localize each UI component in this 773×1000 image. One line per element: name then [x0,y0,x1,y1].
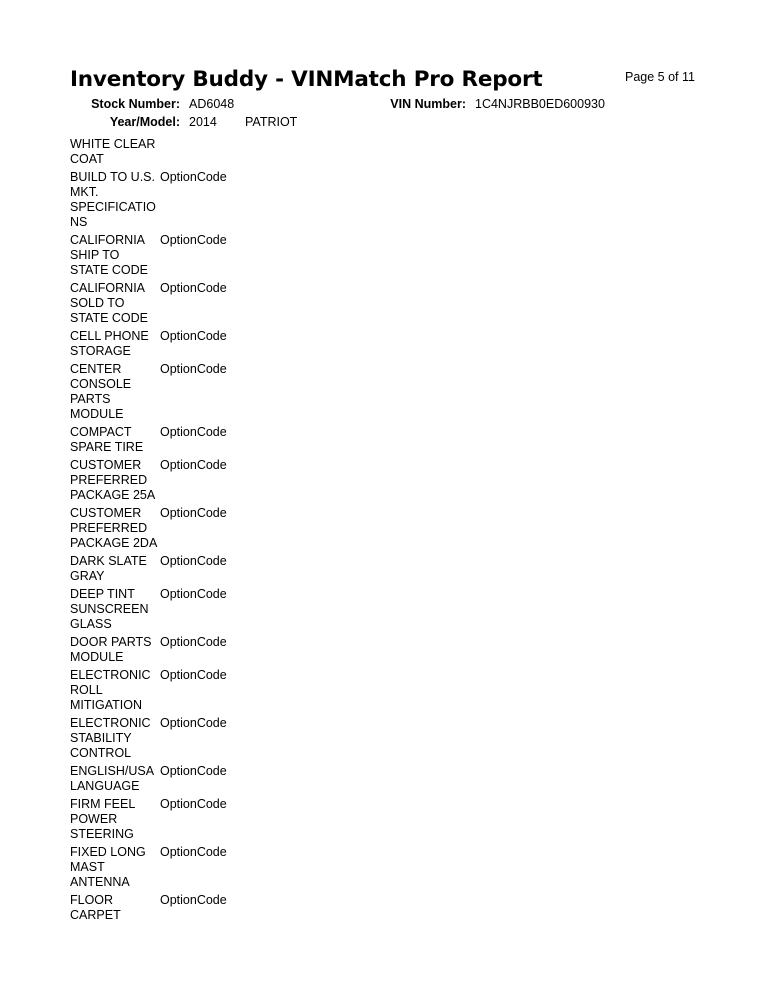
option-row [70,554,370,584]
option-row [70,329,370,359]
option-row [70,587,370,632]
option-name: DEEP TINT SUNSCREEN GLASS [70,587,149,631]
vin-number-label: VIN Number: [390,97,466,111]
option-name: CELL PHONE STORAGE [70,329,149,358]
option-type: OptionCode [160,635,227,649]
page-number: Page 5 of 11 [625,70,695,84]
option-name: DOOR PARTS MODULE [70,635,152,664]
option-name: CENTER CONSOLE PARTS MODULE [70,362,132,421]
options-list [70,137,370,926]
option-type: OptionCode [160,362,227,376]
option-type: OptionCode [160,764,227,778]
option-name: COMPACT SPARE TIRE [70,425,144,454]
option-row [70,137,370,167]
option-row [70,893,370,923]
option-name: DARK SLATE GRAY [70,554,147,583]
option-type: OptionCode [160,716,227,730]
option-row [70,668,370,713]
option-type: OptionCode [160,506,227,520]
option-row [70,506,370,551]
option-name: ENGLISH/USA LANGUAGE [70,764,155,793]
year-value: 2014 [189,115,217,129]
year-model-label: Year/Model: [109,115,180,129]
option-name: ELECTRONIC ROLL MITIGATION [70,668,151,712]
option-name: FLOOR CARPET [70,893,121,922]
option-name: FIRM FEEL POWER STEERING [70,797,136,841]
option-name: CUSTOMER PREFERRED PACKAGE 25A [70,458,156,502]
option-row [70,716,370,761]
vin-number-value: 1C4NJRBB0ED600930 [475,97,605,111]
option-row [70,845,370,890]
option-type: OptionCode [160,845,227,859]
model-value: PATRIOT [245,115,298,129]
option-name: BUILD TO U.S. MKT. SPECIFICATIO NS [70,170,156,229]
option-row [70,281,370,326]
option-row [70,170,370,230]
option-type: OptionCode [160,797,227,811]
option-name: WHITE CLEAR COAT [70,137,156,166]
option-type: OptionCode [160,587,227,601]
option-row [70,635,370,665]
option-name: ELECTRONIC STABILITY CONTROL [70,716,151,760]
option-row [70,362,370,422]
stock-number-value: AD6048 [189,97,235,111]
option-type: OptionCode [160,281,227,295]
option-type: OptionCode [160,668,227,682]
option-name: CUSTOMER PREFERRED PACKAGE 2DA [70,506,158,550]
option-type: OptionCode [160,233,227,247]
option-row [70,425,370,455]
option-type: OptionCode [160,893,227,907]
option-row [70,458,370,503]
report-title: Inventory Buddy - VINMatch Pro Report [70,67,543,92]
stock-number-label: Stock Number: [91,97,180,111]
option-name: CALIFORNIA SOLD TO STATE CODE [70,281,149,325]
option-row [70,797,370,842]
option-type: OptionCode [160,425,227,439]
option-type: OptionCode [160,170,227,184]
option-row [70,764,370,794]
option-name: FIXED LONG MAST ANTENNA [70,845,146,889]
option-type: OptionCode [160,329,227,343]
option-type: OptionCode [160,554,227,568]
option-name: CALIFORNIA SHIP TO STATE CODE [70,233,149,277]
option-type: OptionCode [160,458,227,472]
option-row [70,233,370,278]
